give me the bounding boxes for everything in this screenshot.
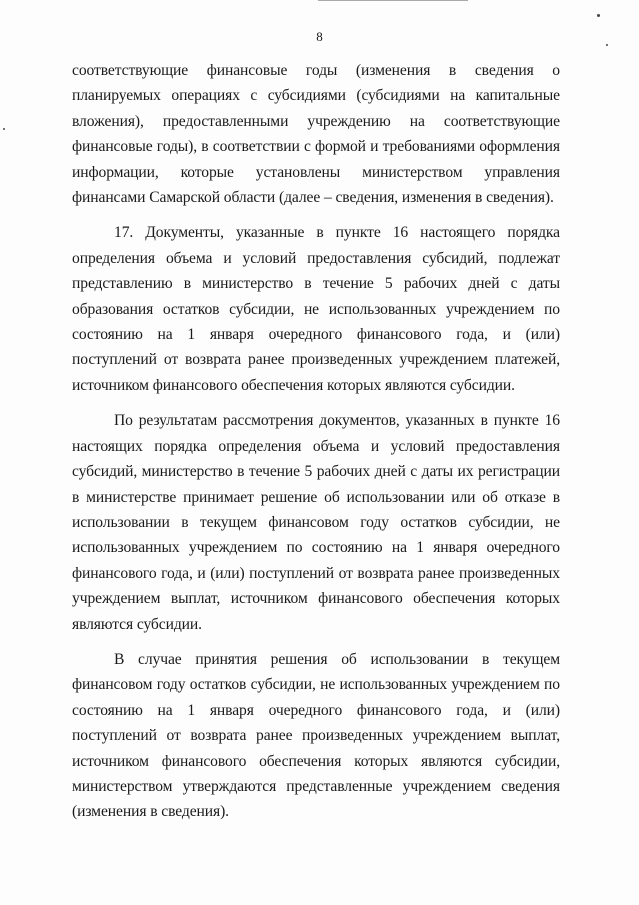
scan-speck (597, 14, 600, 17)
paragraph-decision-case: В случае принятия решения об использовании в текущем финансовом году остатков субсидии, не использованных учреждением по состоянию на 1 января очередного финансового года, и (или) поступлений от возврата ранее произведенных учреждением выплат, источником финансового обеспечения которых являются субсидии, министерством утверждаются представленные учреждением сведения (изменения в сведения). (72, 650, 560, 821)
paragraph-item-17: 17. Документы, указанные в пункте 16 настоящего порядка определения объема и условий предоставления субсидий, подлежат представлению в министерство в течение 5 рабочих дней с даты образования остатков субсидии, не использованных учреждением по состоянию на 1 января очередного финансового года, и (или) поступлений от возврата ранее произведенных учреждением платежей, источником финансового обеспечения которых являются субсидии. (72, 224, 560, 394)
paragraph-review-results: По результатам рассмотрения документов, указанных в пункте 16 настоящих порядка определения объема и условий предоставления субсидий, министерство в течение 5 рабочих дней с даты их регистрации в министерстве принимает решение об использовании или об отказе в использовании в текущем финансовом году остатков субсидии, не использованных учреждением по состоянию на 1 января очередного финансового года, и (или) поступлений от возврата ранее произведенных учреждением выплат, источником финансового обеспечения которых являются субсидии. (72, 412, 560, 633)
page-number: 8 (316, 29, 323, 44)
scan-edge-mark (318, 0, 468, 1)
paragraph-continuation: соответствующие финансовые годы (изменения в сведения о планируемых операциях с субсидиями (субсидиями на капитальные вложения), предоставленными учреждению на соответствующие финансовые годы), в соответствии с формой и требованиями оформления информации, которые установлены министерством управления финансами Самарской области (далее – сведения, изменения в сведения). (72, 62, 560, 207)
scan-speck (3, 128, 5, 130)
document-body (72, 58, 560, 825)
